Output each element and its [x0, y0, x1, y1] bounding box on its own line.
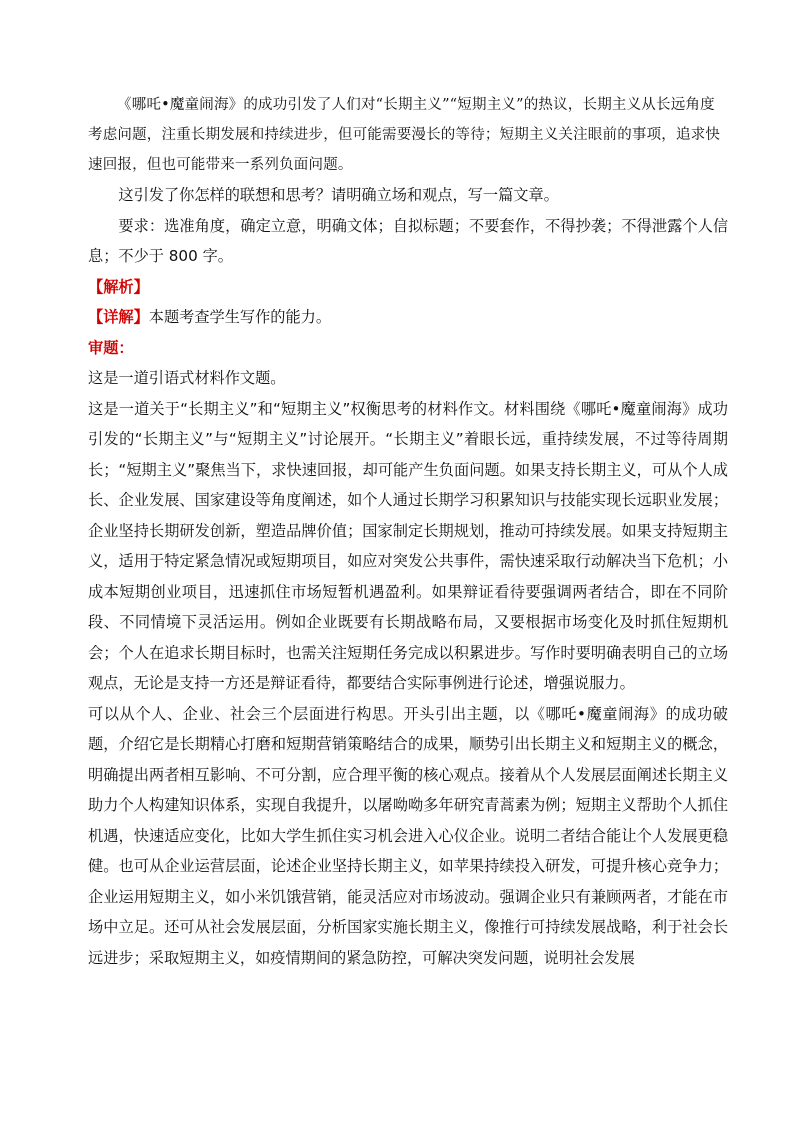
xiangjie-label: 【详解】	[88, 308, 149, 326]
xiangjie-text: 本题考查学生写作的能力。	[148, 308, 331, 326]
shenti-label: 审题：	[88, 338, 134, 357]
essay-prompt: 《哪吒•魔童闹海》的成功引发了人们对“长期主义”“短期主义”的热议，长期主义从长远角度考虑问题，注重长期发展和持续进步，但可能需要漫长的等待；短期主义关注眼前的事项，追求快速回报，但也可能带来一系列负面问题。	[88, 97, 721, 173]
document-content	[88, 90, 728, 973]
jiexi-heading	[88, 272, 728, 303]
analysis-paragraph-2: 这是一道关于“长期主义”和“短期主义”权衡思考的材料作文。材料围绕《哪吒•魔童闹海》成功引发的“长期主义”与“短期主义”讨论展开。“长期主义”着眼长远，重持续发展，不过等待周期长；“短期主义”聚焦当下，求快速回报，却可能产生负面问题。如果支持长期主义，可从个人成长、企业发展、国家建设等角度阐述，如个人通过长期学习积累知识与技能实现长远职业发展；企业坚持长期研发创新，塑造品牌价值；国家制定长期规划，推动可持续发展。如果支持短期主义，适用于特定紧急情况或短期项目，如应对突发公共事件，需快速采取行动解决当下危机；小成本短期创业项目，迅速抓住市场短暂机遇盈利。如果辩证看待要强调两者结合，即在不同阶段、不同情境下灵活运用。例如企业既要有长期战略布局，又要根据市场变化及时抓住短期机会；个人在追求长期目标时，也需关注短期任务完成以积累进步。写作时要明确表明自己的立场观点，无论是支持一方还是辩证看待，都要结合实际事例进行论述，增强说服力。	[88, 399, 728, 692]
essay-requirements: 要求：选准角度，确定立意，明确文体；自拟标题；不要套作，不得抄袭；不得泄露个人信息；不少于 800 字。	[88, 216, 728, 265]
xiangjie-line	[88, 302, 728, 333]
analysis-paragraph-3: 可以从个人、企业、社会三个层面进行构思。开头引出主题，以《哪吒•魔童闹海》的成功破题，介绍它是长期精心打磨和短期营销策略结合的成果，顺势引出长期主义和短期主义的概念，明确提出两者相互影响、不可分割，应合理平衡的核心观点。接着从个人发展层面阐述长期主义助力个人构建知识体系，实现自我提升，以屠呦呦多年研究青蒿素为例；短期主义帮助个人抓住机遇，快速适应变化，比如大学生抓住实习机会进入心仪企业。说明二者结合能让个人发展更稳健。也可从企业运营层面，论述企业坚持长期主义，如苹果持续投入研发，可提升核心竞争力；企业运用短期主义，如小米饥饿营销，能灵活应对市场波动。强调企业只有兼顾两者，才能在市场中立足。还可从社会发展层面，分析国家实施长期主义，像推行可持续发展战略，利于社会长远进步；采取短期主义，如疫情期间的紧急防控，可解决突发问题，说明社会发展	[88, 704, 728, 967]
jiexi-label: 【解析】	[88, 277, 149, 296]
analysis-paragraph-1: 这是一道引语式材料作文题。	[88, 369, 286, 387]
essay-task: 这引发了你怎样的联想和思考？请明确立场和观点，写一篇文章。	[118, 186, 559, 204]
shenti-heading	[88, 333, 728, 364]
